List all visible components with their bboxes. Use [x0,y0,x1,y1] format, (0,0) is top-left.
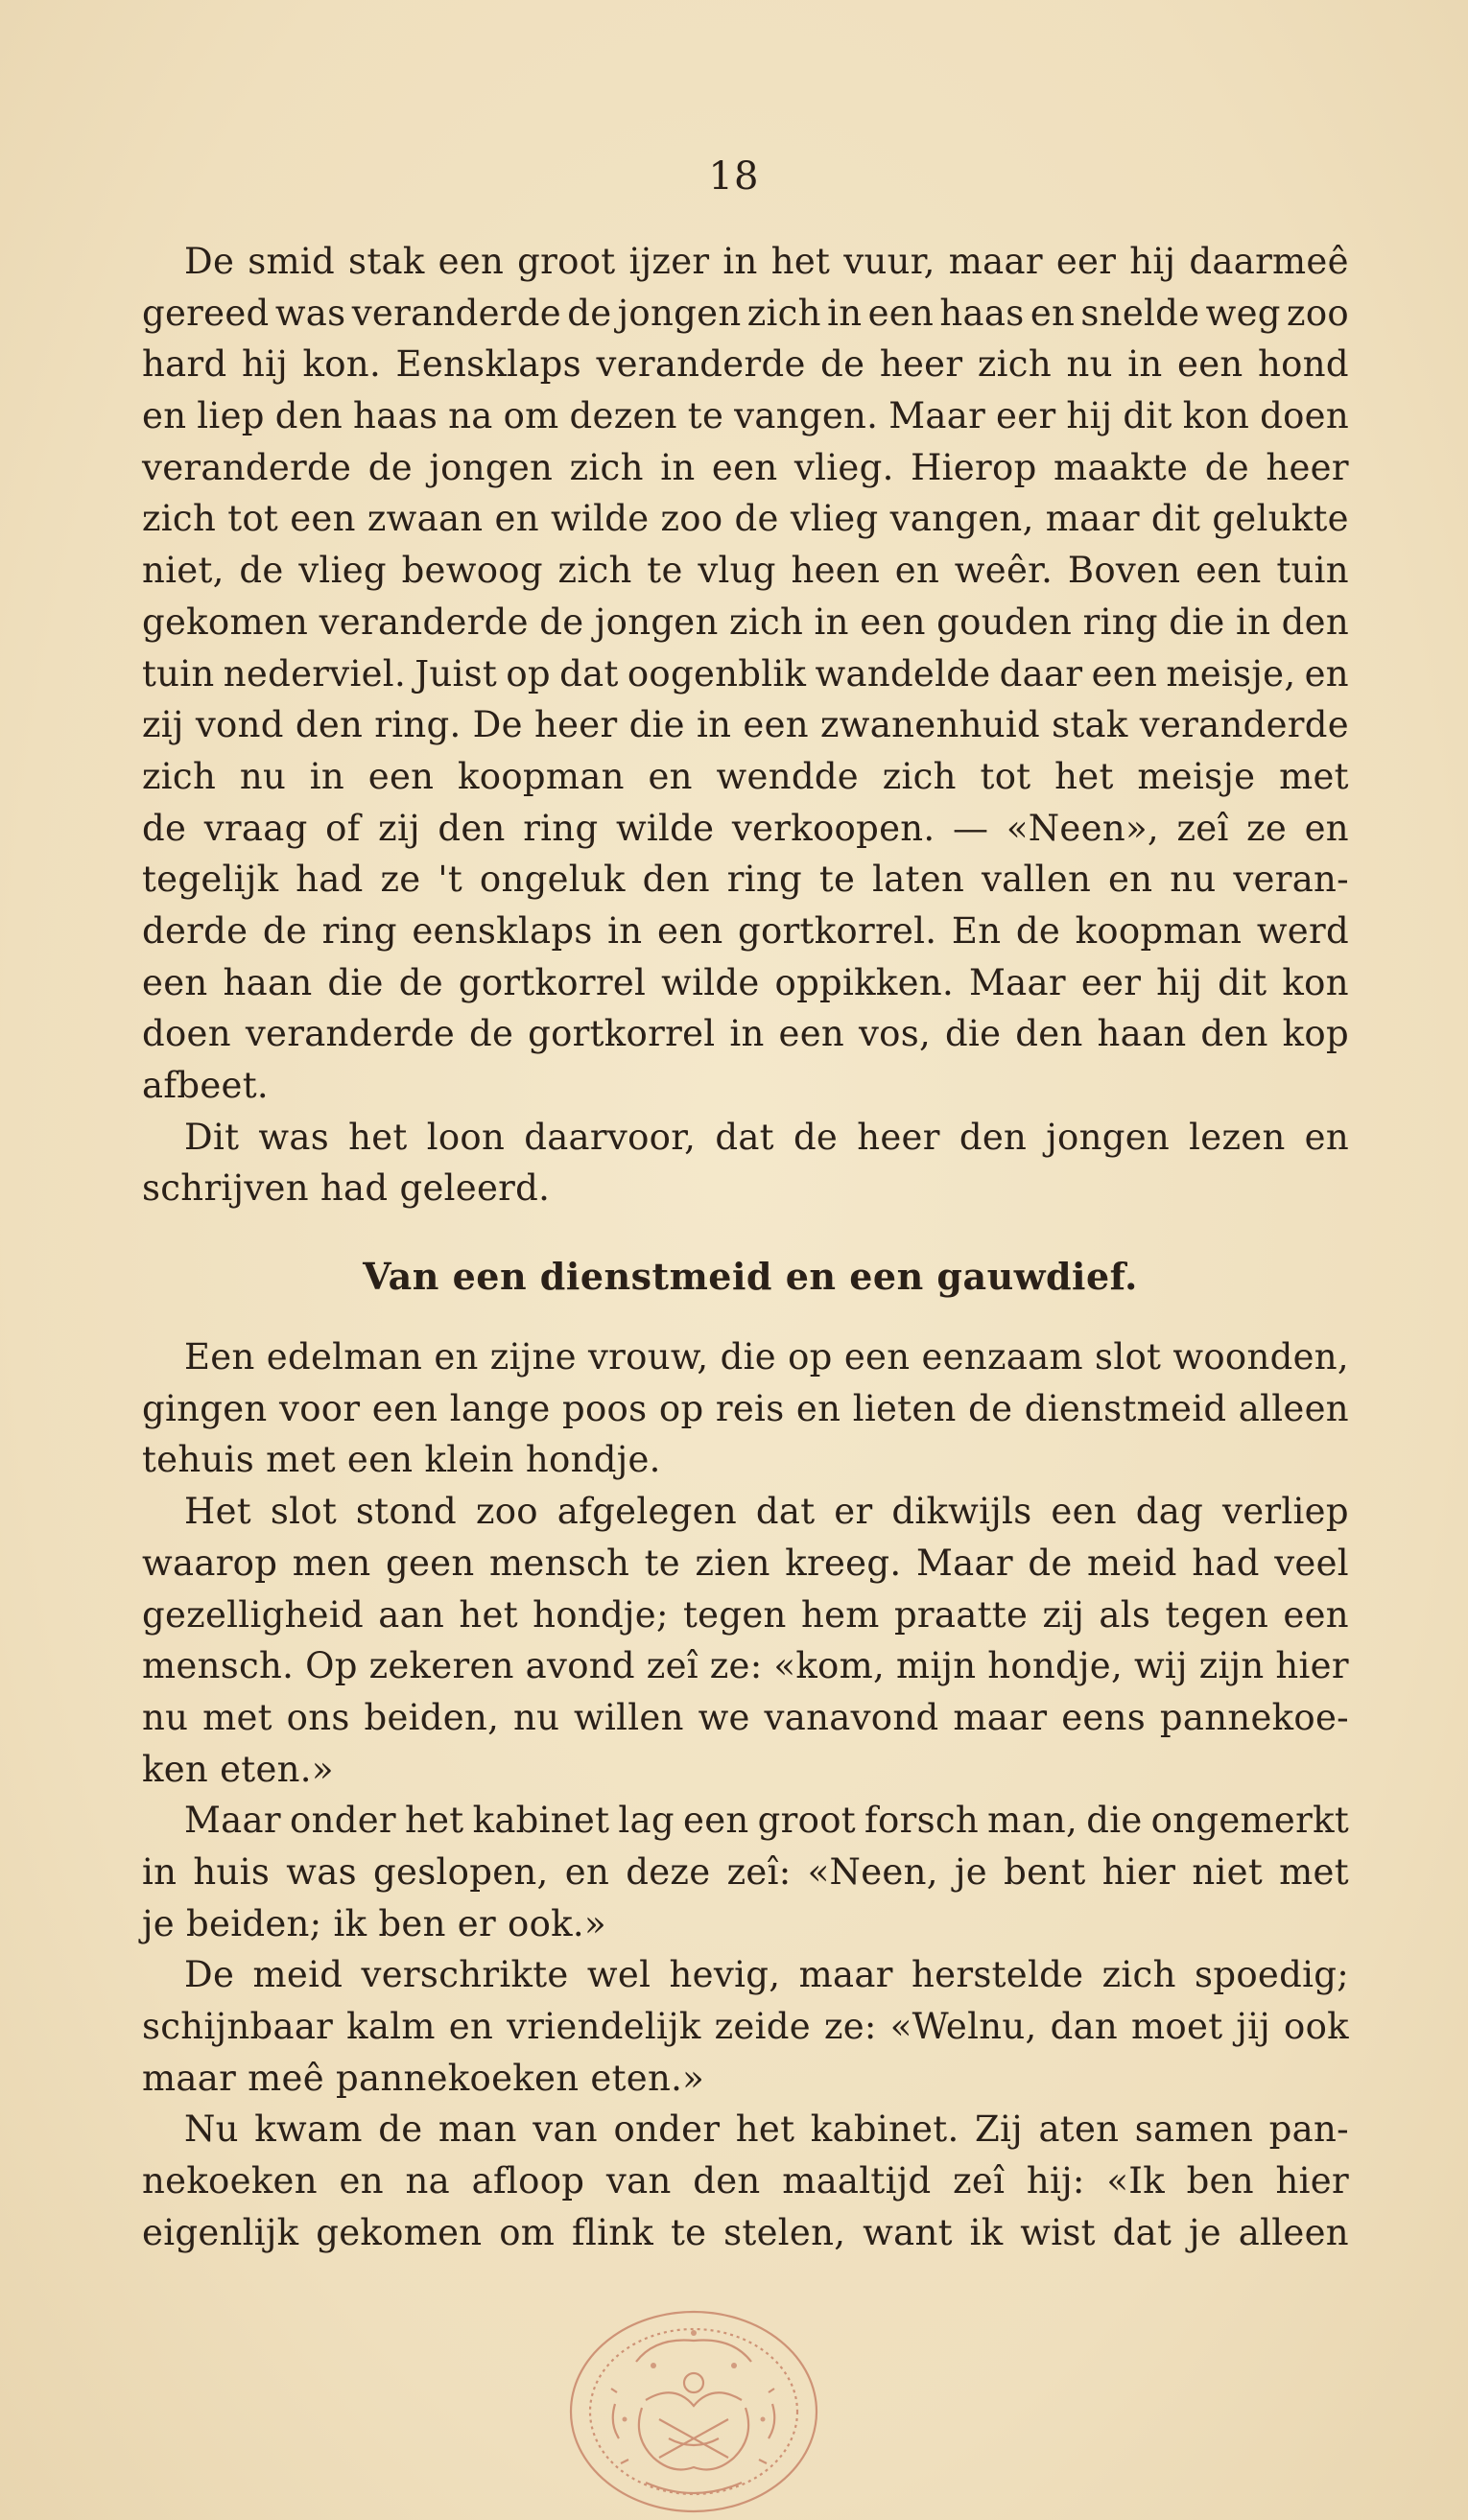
text-line: tehuis met een klein hondje. [142,1439,661,1481]
text-line: doen veranderde de gortkorrel in een vos, die den haan den kop [142,1013,1349,1055]
text-line: je beiden; ik ben er ook.» [142,1902,606,1944]
text-line: ken eten.» [142,1748,334,1790]
page-number: 18 [708,154,760,199]
text-line: nekoeken en na afloop van den maaltijd zeî hij: «Ik ben hier [142,2160,1349,2202]
text-line: zich nu in een koopman en wendde zich tot het meisje met [142,755,1349,797]
body-text [142,236,1349,2258]
story-ending [142,236,1349,1214]
text-line: zich tot een zwaan en wilde zoo de vlieg vangen, maar dit gelukte [142,498,1349,540]
text-line: derde de ring eensklaps in een gortkorrel. En de koopman werd [142,909,1349,952]
text-line: Het slot stond zoo afgelegen dat er dikwijls een dag verliep [184,1491,1349,1533]
text-line: Maar onder het kabinet lag een groot forsch man, die ongemerkt [184,1800,1349,1842]
text-line: gezelligheid aan het hondje; tegen hem praatte zij als tegen een [142,1593,1349,1636]
text-line: De smid stak een groot ijzer in het vuur, maar eer hij daarmeê [184,241,1349,282]
text-line: veranderde de jongen zich in een vlieg. Hierop maakte de heer [142,446,1349,488]
text-line: de vraag of zij den ring wilde verkoopen. — «Neen», zeî ze en [142,807,1349,849]
text-line: waarop men geen mensch te zien kreeg. Maar de meid had veel [142,1542,1349,1584]
text-line: zij vond den ring. De heer die in een zwanenhuid stak veranderde [142,704,1349,746]
text-line: in huis was geslopen, en deze zeî: «Neen, je bent hier niet met [142,1850,1349,1893]
text-line: afbeet. [142,1065,269,1106]
section-heading: Van een dienstmeid en een gauwdief. [363,1255,1138,1299]
text-line: tuin nederviel. Juist op dat oogenblik wandelde daar een meisje, en [142,652,1349,695]
text-line: schrijven had geleerd. [142,1167,551,1210]
text-line: nu met ons beiden, nu willen we vanavond maar eens pannekoe- [142,1696,1349,1738]
text-line: De meid verschrikte wel hevig, maar herstelde zich spoedig; [184,1954,1349,1996]
text-line: een haan die de gortkorrel wilde oppikken. Maar eer hij dit kon [142,961,1349,1003]
text-line: schijnbaar kalm en vriendelijk zeide ze: «Welnu, dan moet jij ook [142,2006,1349,2047]
text-line: hard hij kon. Eensklaps veranderde de heer zich nu in een hond [142,343,1349,386]
text-line: mensch. Op zekeren avond zeî ze: «kom, mijn hondje, wij zijn hier [142,1645,1349,1687]
text-line: eigenlijk gekomen om flink te stelen, want ik wist dat je alleen [142,2211,1349,2253]
library-stamp-icon [554,2295,834,2515]
text-line: Een edelman en zijne vrouw, die op een eenzaam slot woonden, [184,1336,1349,1378]
text-line: niet, de vlieg bewoog zich te vlug heen en weêr. Boven een tuin [142,550,1349,592]
text-line: gereed was veranderde de jongen zich in een haas en snelde weg zoo [142,292,1349,334]
text-line: tegelijk had ze 't ongeluk den ring te laten vallen en nu veran- [142,859,1349,901]
story-body [142,1331,1349,2258]
text-line: gingen voor een lange poos op reis en lieten de dienstmeid alleen [142,1387,1349,1429]
text-line: en liep den haas na om dezen te vangen. Maar eer hij dit kon doen [142,395,1349,437]
text-line: Nu kwam de man van onder het kabinet. Zij aten samen pan- [184,2108,1349,2151]
text-line: gekomen veranderde de jongen zich in een gouden ring die in den [142,601,1349,643]
text-line: Dit was het loon daarvoor, dat de heer den jongen lezen en [184,1116,1349,1158]
text-line: maar meê pannekoeken eten.» [142,2057,705,2099]
